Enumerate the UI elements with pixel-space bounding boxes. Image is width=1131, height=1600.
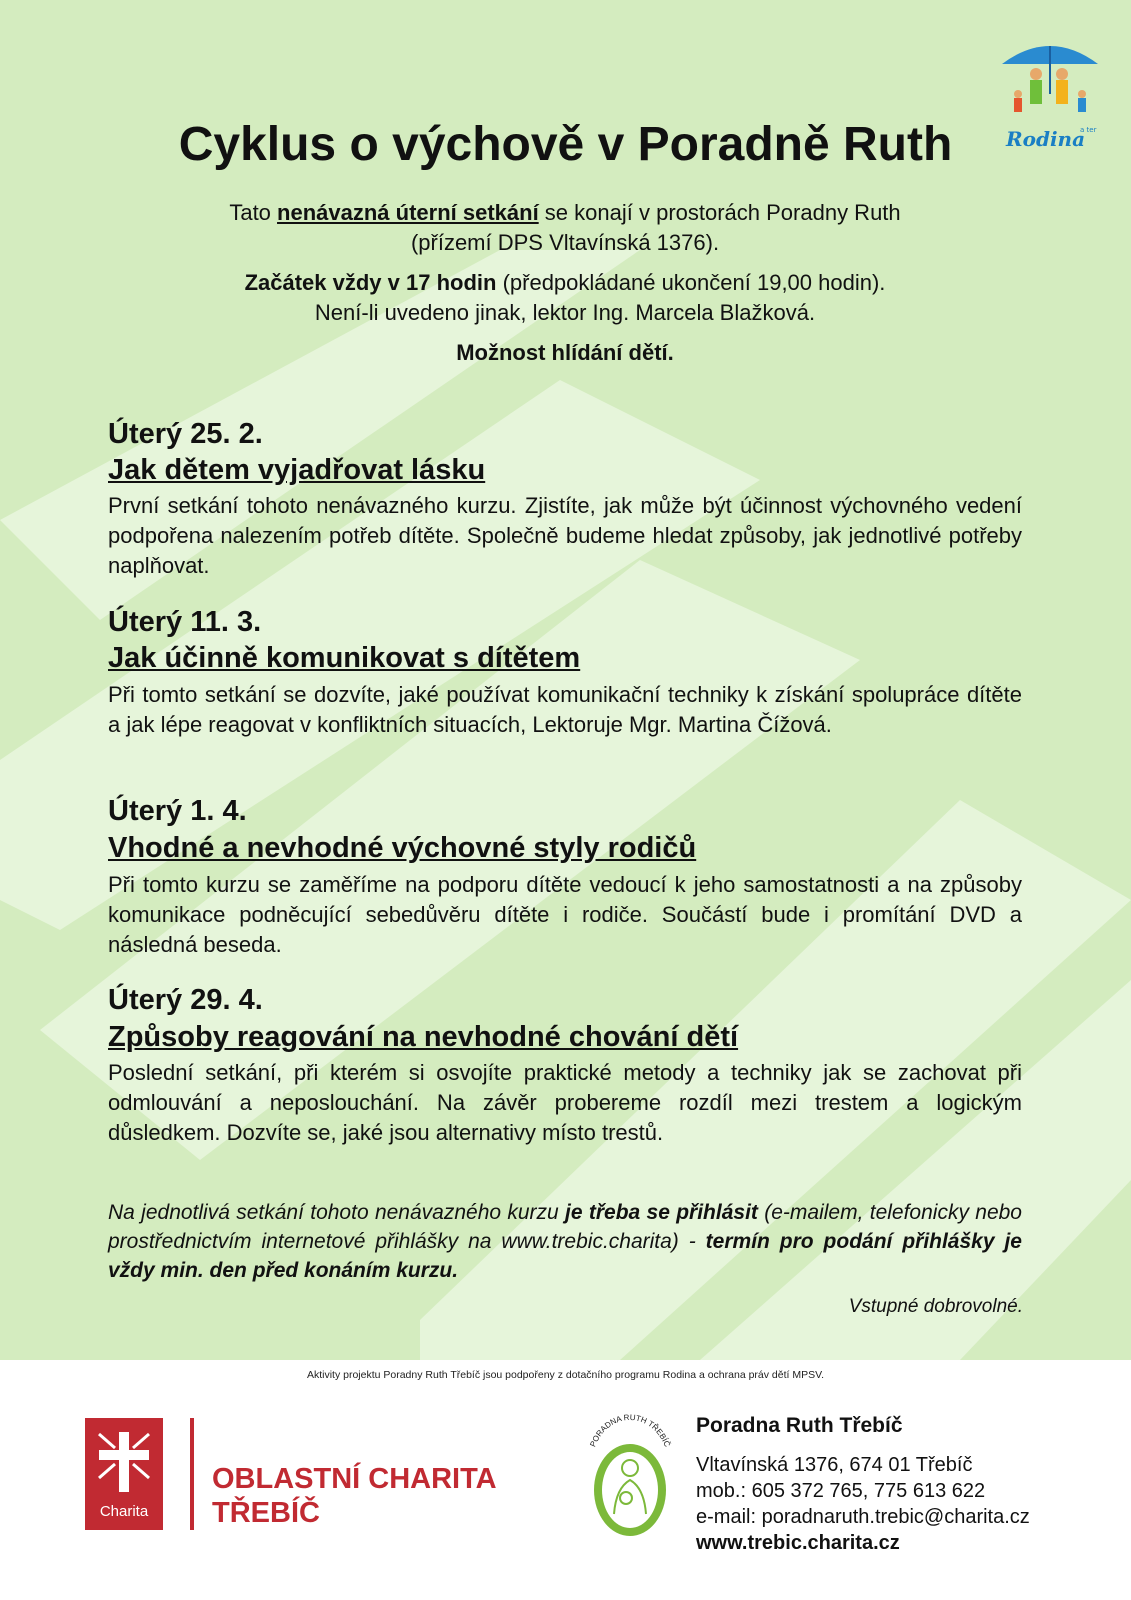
- charita-logo: [85, 1418, 163, 1530]
- session-text: Při tomto kurzu se zaměříme na podporu dítěte vedoucí k jeho samostatnosti a na způsoby komunikace podněcující sebedůvěru dítěte i rodiče. Součástí bude i promítání DVD a následná beseda.: [108, 872, 1022, 957]
- contact-website-link[interactable]: www.trebic.charita.cz: [696, 1532, 900, 1554]
- session-text: Při tomto setkání se dozvíte, jaké používat komunikační techniky k získání spolupráce dítěte a jak lépe reagovat v konfliktních situacích, Lektoruje Mgr. Martina Čížová.: [108, 682, 1022, 737]
- svg-text:PORADNA RUTH TŘEBÍČ: [588, 1413, 672, 1449]
- poster-title: Cyklus o výchově v Poradně Ruth: [178, 118, 953, 171]
- session-date: Úterý 29. 4.: [108, 984, 263, 1016]
- admission-note: Vstupné dobrovolné.: [848, 1296, 1023, 1317]
- session-heading: Způsoby reagování na nevhodné chování dětí: [108, 1021, 739, 1053]
- rodina-logo-small-text: a ter: [1080, 126, 1097, 134]
- support-statement: Aktivity projektu Poradny Ruth Třebíč jsou podpořeny z dotačního programu Rodina a ochrana práv dětí MPSV.: [306, 1369, 825, 1381]
- intro-line-1: Tato nenávazná úterní setkání se konají v prostorách Poradny Ruth: [229, 200, 901, 225]
- intro-line-5: Možnost hlídání dětí.: [456, 340, 674, 365]
- session-text: První setkání tohoto nenávazného kurzu. Zjistíte, jak může být účinnost výchovného vedení podpořena nalezením potřeb dítěte. Společně budeme hledat způsoby, jak jednotlivé potřeby naplňovat.: [108, 493, 1022, 578]
- session-date: Úterý 25. 2.: [108, 418, 263, 450]
- session-heading: Jak účinně komunikovat s dítětem: [108, 642, 581, 674]
- intro-emphasis: nenávazná úterní setkání: [277, 200, 539, 225]
- contact-email[interactable]: e-mail: poradnaruth.trebic@charita.cz: [696, 1506, 1030, 1528]
- intro-line-3: Začátek vždy v 17 hodin (předpokládané ukončení 19,00 hodin).: [244, 270, 886, 295]
- intro-line-4: Není-li uvedeno jinak, lektor Ing. Marcela Blažková.: [314, 300, 816, 325]
- session-heading: Vhodné a nevhodné výchovné styly rodičů: [108, 832, 697, 864]
- session-date: Úterý 1. 4.: [108, 795, 247, 827]
- charita-logo-text: Charita: [99, 1503, 149, 1520]
- ruth-logo-text: PORADNA RUTH TŘEBÍČ: [588, 1412, 672, 1449]
- charita-name: OBLASTNÍ CHARITA TŘEBÍČ: [212, 1463, 497, 1529]
- session-date: Úterý 11. 3.: [108, 606, 262, 638]
- contact-title: Poradna Ruth Třebíč: [696, 1414, 903, 1437]
- poradna-ruth-logo: [580, 1410, 680, 1544]
- contact-phone: mob.: 605 372 765, 775 613 622: [696, 1480, 986, 1502]
- contact-address: Vltavínská 1376, 674 01 Třebíč: [696, 1454, 973, 1476]
- charita-divider: [190, 1418, 194, 1530]
- rodina-logo-text: Rodina: [1006, 127, 1086, 151]
- intro-line-2: (přízemí DPS Vltavínská 1376).: [410, 230, 720, 255]
- charita-cross-icon: [85, 1418, 163, 1530]
- session-heading: Jak dětem vyjadřovat lásku: [108, 454, 486, 486]
- registration-note: Na jednotlivá setkání tohoto nenávazného kurzu je třeba se přihlásit (e-mailem, telefonicky nebo prostřednictvím internetové přihlášky na www.trebic.charita) - termín pro podání přihlášky je vždy min. den před konáním kurzu.: [108, 1201, 1022, 1282]
- session-text: Poslední setkání, při kterém si osvojíte praktické metody a techniky jak se zachovat při odmlouvání a neposlouchání. Na závěr probereme rozdíl mezi trestem a logickým důsledkem. Dozvíte se, jaké jsou alternativy místo trestů.: [108, 1060, 1022, 1145]
